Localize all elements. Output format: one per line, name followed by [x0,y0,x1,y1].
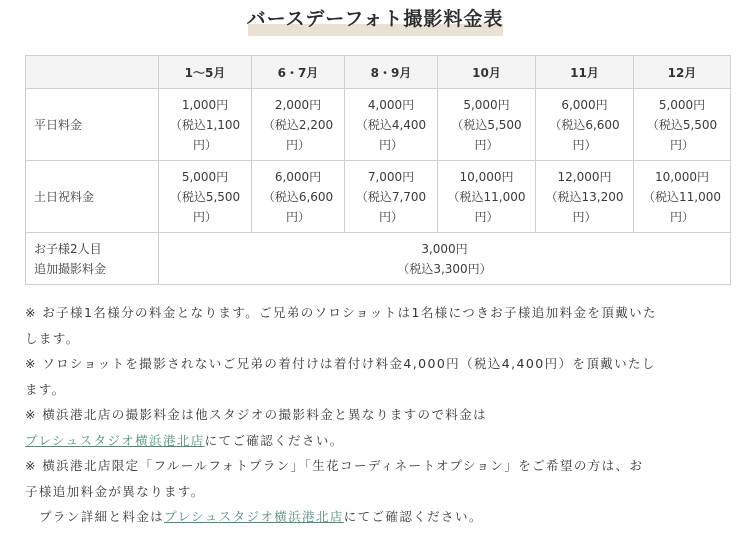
price-cell [252,161,345,233]
table-header-row [26,56,731,89]
page-title: バースデーフォト撮影料金表 [246,8,504,30]
price-cell [536,161,634,233]
price-cell [634,161,731,233]
note-line: ※ 横浜港北店の撮影料金は他スタジオの撮影料金と異なりますので料金は [25,407,488,422]
tax-value-end: 円） [378,137,403,152]
price-value: 12,000円 [557,169,612,184]
price-value: 7,000円 [367,169,415,184]
price-value: 5,000円 [463,97,510,112]
price-value: 1,000円 [181,97,229,112]
price-cell [438,89,536,161]
tax-value: （税込4,400 [355,117,427,132]
row-label-line2: 追加撮影料金 [34,261,107,276]
notes-section [25,300,730,530]
header-cell-aug-sep: 8・9月 [345,56,438,89]
price-cell [159,161,252,233]
tax-value-end: 円） [669,137,694,152]
note-line: ます。 [25,381,66,397]
tax-value: （税込5,500 [451,117,522,132]
price-value: 4,000円 [367,97,415,112]
additional-tax-value: （税込3,300円） [397,261,492,276]
header-cell-empty [26,56,159,89]
store-link[interactable]: プレシュスタジオ横浜港北店 [164,509,344,524]
tax-value: （税込1,100 [169,117,241,132]
tax-value-end: 円） [474,137,499,152]
table-row-weekend [26,161,731,233]
table-row-weekday [26,89,731,161]
price-value: 10,000円 [459,169,514,184]
note-line: します。 [25,330,80,346]
tax-value: （税込6,600 [262,189,334,204]
price-table [25,55,731,285]
header-cell-oct: 10月 [438,56,536,89]
tax-value: （税込5,500 [646,117,718,132]
price-value: 5,000円 [658,97,706,112]
price-cell [252,89,345,161]
tax-value-end: 円） [572,209,597,224]
tax-value: （税込6,600 [549,117,620,132]
header-cell-nov: 11月 [536,56,634,89]
store-link[interactable]: プレシュスタジオ横浜港北店 [25,432,205,448]
tax-value-end: 円） [572,137,597,152]
tax-value-end: 円） [378,209,403,224]
note-line [25,428,730,454]
tax-value: （税込7,700 [355,189,427,204]
header-cell-dec: 12月 [634,56,731,89]
table-row-additional-child [26,233,731,285]
price-cell [345,161,438,233]
tax-value: （税込11,000 [643,189,721,204]
tax-value-end: 円） [285,209,310,224]
note-line [25,504,730,530]
note-line: ※ ソロショットを撮影されないご兄弟の着付けは着付け料金4,000円（税込4,400円）を頂戴いたし [25,356,656,371]
note-text: プラン詳細と料金は [39,509,165,524]
price-value: 2,000円 [274,97,322,112]
tax-value: （税込2,200 [262,117,334,132]
note-text: にてご確認ください。 [343,509,483,524]
header-cell-jan-may: 1〜5月 [159,56,252,89]
tax-value: （税込13,200 [545,189,624,204]
row-label-weekend: 土日祝料金 [26,161,159,233]
tax-value-end: 円） [474,209,499,224]
price-cell [438,161,536,233]
price-cell [634,89,731,161]
note-text: にてご確認ください。 [204,432,344,448]
tax-value: （税込11,000 [447,189,526,204]
price-value: 5,000円 [181,169,229,184]
tax-value-end: 円） [192,137,217,152]
title-area [0,4,750,38]
tax-value-end: 円） [285,137,310,152]
additional-price-value: 3,000円 [421,241,468,256]
tax-value-end: 円） [192,209,217,224]
price-value: 10,000円 [655,169,709,184]
note-line: ※ 横浜港北店限定「フルールフォトプラン」「生花コーディネートオプション」をご希望の方は、お [25,458,644,473]
price-value: 6,000円 [561,97,608,112]
header-cell-jun-jul: 6・7月 [252,56,345,89]
price-cell [536,89,634,161]
note-line: ※ お子様1名様分の料金となります。ご兄弟のソロショットは1名様につきお子様追加料金を頂戴いた [25,305,657,320]
note-line: 子様追加料金が異なります。 [25,483,205,499]
price-cell [345,89,438,161]
row-label-weekday: 平日料金 [26,89,159,161]
additional-price-cell [159,233,731,285]
tax-value: （税込5,500 [169,189,241,204]
row-label-line1: お子様2人目 [34,241,102,256]
price-value: 6,000円 [274,169,322,184]
row-label-additional-child [26,233,159,285]
tax-value-end: 円） [669,209,694,224]
price-cell [159,89,252,161]
